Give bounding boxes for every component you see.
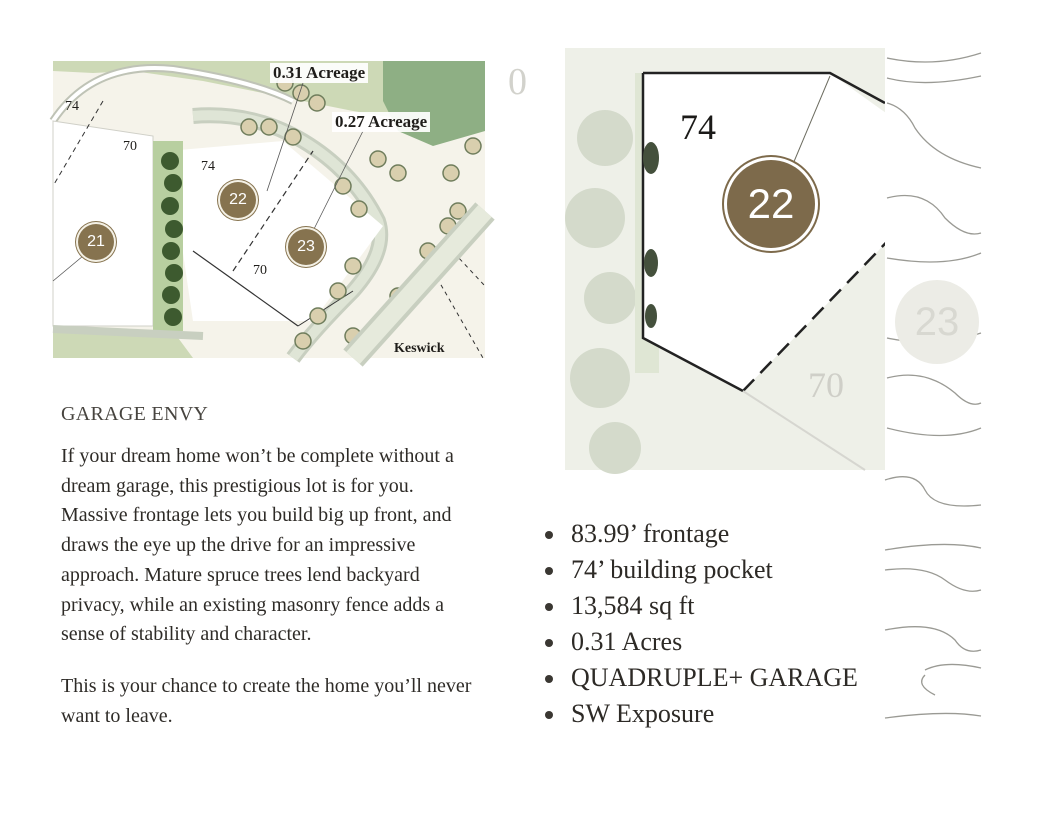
street-label: Keswick xyxy=(394,341,445,356)
section-heading: GARAGE ENVY xyxy=(61,403,209,425)
feature-garage: QUADRUPLE+ GARAGE xyxy=(541,660,858,696)
acreage-label-lot-23: 0.27 Acreage xyxy=(332,112,430,132)
lot-detail-badge: 22 xyxy=(727,160,815,248)
site-map-drawing xyxy=(53,61,485,358)
lot-22-top-dimension: 74 xyxy=(201,159,215,174)
lot-detail-bottom-dimension: 70 xyxy=(808,365,844,405)
neighbor-lot-badge: 23 xyxy=(895,280,979,364)
lot-23-badge: 23 xyxy=(288,229,324,265)
feature-exposure: SW Exposure xyxy=(541,696,858,732)
feature-square-footage: 13,584 sq ft xyxy=(541,588,858,624)
feature-frontage: 83.99’ frontage xyxy=(541,516,858,552)
lot-22-bottom-dimension: 70 xyxy=(253,263,267,278)
feature-building-pocket: 74’ building pocket xyxy=(541,552,858,588)
closing-paragraph: This is your chance to create the home you’ll never want to leave. xyxy=(61,675,472,727)
faded-neighbor-label: 0 xyxy=(508,61,527,103)
lot-detail-map xyxy=(508,48,981,470)
lot-21-top-dimension: 74 xyxy=(65,99,79,114)
lot-22-badge: 22 xyxy=(220,182,256,218)
lot-features-list xyxy=(541,516,858,732)
lot-detail-top-dimension: 74 xyxy=(680,107,716,147)
acreage-label-lot-22: 0.31 Acreage xyxy=(270,63,368,83)
contour-lines xyxy=(885,470,981,728)
description-paragraph: If your dream home won’t be complete without a dream garage, this prestigious lot is for you. Massive frontage lets you build big up front, and draws the eye up the drive for an impressive approach. Mature spruce trees lend backyard privacy, while an existing masonry fence adds a sense of stability and character. xyxy=(61,445,454,646)
lot-21-side-dimension: 70 xyxy=(123,139,137,154)
site-map xyxy=(53,61,485,358)
lot-21-badge: 21 xyxy=(78,224,114,260)
lot-detail-drawing xyxy=(565,48,981,470)
feature-acreage: 0.31 Acres xyxy=(541,624,858,660)
